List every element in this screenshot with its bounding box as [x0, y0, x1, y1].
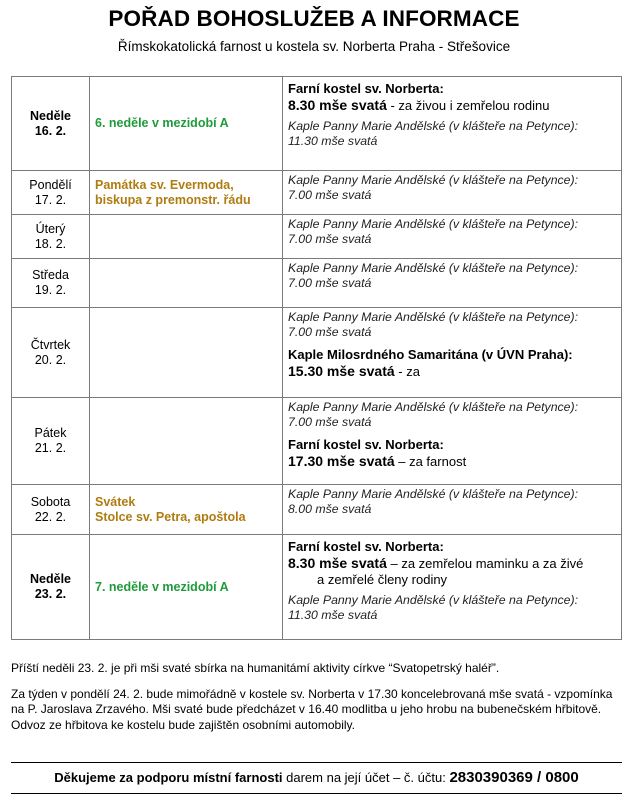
feast-cell — [90, 308, 283, 398]
feast-label: Památka sv. Evermoda, — [95, 177, 234, 192]
feast-cell — [90, 215, 283, 259]
table-row — [12, 398, 622, 485]
mass-time: 8.30 mše svatá — [288, 97, 387, 113]
day-date: 23. 2. — [34, 587, 67, 601]
footer-text: darem na její účet – č. účtu: — [282, 770, 450, 785]
feast-cell — [90, 398, 283, 485]
table-row — [12, 259, 622, 308]
footer-donation — [11, 762, 622, 794]
table-row — [12, 535, 622, 640]
mass-intention-continued: a zemřelé členy rodiny — [317, 572, 448, 587]
mass-time: 17.30 mše svatá — [288, 453, 395, 469]
chapel-name: Kaple Panny Marie Andělské (v klášteře na Petynce): — [288, 487, 579, 501]
chapel-mass-time: 11.30 mše svatá — [288, 134, 378, 148]
chapel-mass-time: 7.00 mše svatá — [288, 232, 372, 246]
chapel-name: Kaple Panny Marie Andělské (v klášteře na Petynce): — [288, 593, 579, 607]
announcement-collection: Příští neděli 23. 2. je při mši svaté sbírka na humanitámí aktivity církve “Svatopetrský haléř”. — [11, 661, 500, 675]
day-cell — [12, 215, 90, 259]
table-row — [12, 77, 622, 171]
footer-thanks: Děkujeme za podporu místní farnosti — [54, 770, 283, 785]
feast-cell — [90, 171, 283, 215]
day-cell — [12, 308, 90, 398]
day-date: 16. 2. — [34, 123, 67, 138]
page-subtitle: Římskokatolická farnost u kostela sv. Norberta Praha - Střešovice — [117, 39, 511, 54]
mass-intention: - za živou i zemřelou rodinu — [386, 98, 550, 113]
chapel-mass-time: 8.00 mše svatá — [288, 502, 372, 516]
day-name: Neděle — [30, 572, 71, 586]
feast-label: 7. neděle v mezidobí A — [95, 579, 229, 594]
day-cell — [12, 259, 90, 308]
day-date: 17. 2. — [34, 192, 67, 207]
feast-cell — [90, 77, 283, 171]
table-row — [12, 485, 622, 535]
feast-cell — [90, 259, 283, 308]
day-date: 19. 2. — [34, 283, 67, 297]
service-cell — [283, 77, 622, 171]
day-cell — [12, 77, 90, 171]
day-name: Středa — [32, 268, 69, 282]
day-name: Pátek — [34, 426, 67, 440]
day-cell — [12, 485, 90, 535]
service-cell — [283, 259, 622, 308]
mass-intention: - za — [394, 364, 420, 379]
chapel-name: Kaple Panny Marie Andělské (v klášteře na Petynce): — [288, 217, 579, 231]
chapel-name: Kaple Panny Marie Andělské (v klášteře na Petynce): — [288, 400, 579, 414]
service-cell — [283, 308, 622, 398]
chapel-mass-time: 7.00 mše svatá — [288, 188, 372, 202]
day-name: Pondělí — [29, 177, 72, 192]
day-name: Čtvrtek — [30, 337, 71, 352]
feast-cell — [90, 485, 283, 535]
chapel-mass-time: 7.00 mše svatá — [288, 276, 372, 290]
day-date: 20. 2. — [34, 352, 67, 367]
feast-label: 6. neděle v mezidobí A — [95, 116, 229, 130]
chapel-name: Kaple Panny Marie Andělské (v klášteře na Petynce): — [288, 119, 579, 133]
church-name: Kaple Milosrdného Samaritána (v ÚVN Praha): — [288, 347, 573, 362]
day-cell — [12, 398, 90, 485]
table-row — [12, 308, 622, 398]
day-date: 18. 2. — [34, 236, 67, 251]
feast-label: Svátek — [95, 494, 136, 509]
day-name: Sobota — [30, 494, 71, 509]
schedule-table — [11, 76, 622, 640]
church-name: Farní kostel sv. Norberta: — [288, 539, 444, 554]
day-name: Neděle — [30, 108, 71, 123]
mass-intention: – za zemřelou maminku a za živé — [386, 556, 584, 571]
page-title: POŘAD BOHOSLUŽEB A INFORMACE — [108, 6, 520, 31]
service-cell — [283, 398, 622, 485]
day-date: 22. 2. — [34, 509, 67, 524]
mass-time: 8.30 mše svatá — [288, 555, 387, 571]
chapel-name: Kaple Panny Marie Andělské (v klášteře na Petynce): — [288, 261, 579, 275]
announcement-memorial-mass: Za týden v pondělí 24. 2. bude mimořádně v kostele sv. Norberta v 17.30 koncelebrovaná mše svatá - vzpomínka na P. Jaroslava Zrzavého. Mši svaté bude předcházet v 16.40 modlitba u jeho hrobu na bubenečském hřbitově. Odvoz ze hřbitova ke kostelu bude zajištěn osobními automobily. — [11, 686, 613, 732]
feast-label: biskupa z premonstr. řádu — [95, 192, 251, 207]
service-cell — [283, 215, 622, 259]
chapel-mass-time: 11.30 mše svatá — [288, 608, 378, 622]
mass-intention: – za farnost — [394, 454, 467, 469]
chapel-mass-time: 7.00 mše svatá — [288, 415, 372, 429]
service-cell — [283, 485, 622, 535]
table-row — [12, 171, 622, 215]
day-name: Úterý — [35, 221, 66, 236]
church-name: Farní kostel sv. Norberta: — [288, 437, 444, 452]
mass-time: 15.30 mše svatá — [288, 363, 395, 379]
day-cell — [12, 171, 90, 215]
church-name: Farní kostel sv. Norberta: — [288, 81, 444, 96]
service-cell — [283, 171, 622, 215]
service-cell — [283, 535, 622, 640]
chapel-name: Kaple Panny Marie Andělské (v klášteře na Petynce): — [288, 310, 579, 324]
feast-label: Stolce sv. Petra, apoštola — [95, 509, 246, 524]
chapel-mass-time: 7.00 mše svatá — [288, 325, 372, 339]
day-date: 21. 2. — [34, 441, 67, 455]
table-row — [12, 215, 622, 259]
chapel-name: Kaple Panny Marie Andělské (v klášteře na Petynce): — [288, 173, 579, 187]
bank-account-number: 2830390369 / 0800 — [449, 769, 579, 786]
feast-cell — [90, 535, 283, 640]
day-cell — [12, 535, 90, 640]
announcements — [11, 661, 616, 743]
